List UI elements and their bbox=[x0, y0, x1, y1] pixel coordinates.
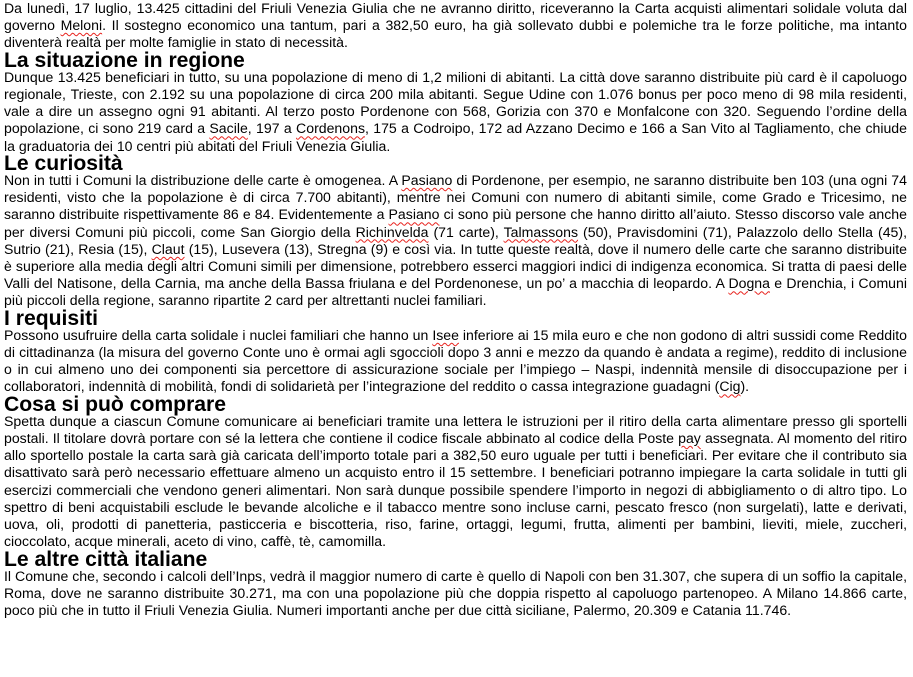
section-heading-requisiti: I requisiti bbox=[4, 306, 98, 330]
spellcheck-flagged-word: pay bbox=[678, 430, 701, 447]
spellcheck-flagged-word: Dogna bbox=[728, 275, 770, 292]
spellcheck-flagged-word: Cordenons bbox=[296, 120, 365, 137]
spellcheck-flagged-word: Cig bbox=[719, 378, 741, 395]
spellcheck-flagged-word: Sacile bbox=[209, 120, 248, 137]
section-heading-cosa-comprare: Cosa si può comprare bbox=[4, 392, 227, 416]
section-body-altre-citta: Il Comune che, secondo i calcoli dell’Inps, vedrà il maggior numero di carte è quello di Napoli con ben 31.307, che supera di un soffio la capitale, Roma, dove ne saranno distribuite 30.271, ma con una popolazione più che doppia rispetto al capoluogo partenopeo. A Milano 14.866 carte, poco più che in tutto il Friuli Venezia Giulia. Numeri importanti anche per due città siciliane, Palermo, 20.309 e Catania 11.746. bbox=[4, 567, 907, 619]
section-heading-situazione: La situazione in regione bbox=[4, 48, 245, 72]
intro-paragraph: Da lunedì, 17 luglio, 13.425 cittadini del Friuli Venezia Giulia che ne avranno diritto, riceveranno la Carta acquisti alimentari solidale voluta dal governo Meloni. Il sostegno economico una tantum, pari a 382,50 euro, ha già sollevato dubbi e polemiche tra le forze politiche, ma intanto diventerà realtà per molte famiglie in stato di necessità. bbox=[4, 0, 907, 51]
spellcheck-flagged-word: Claut bbox=[151, 240, 185, 257]
section-body-situazione: Dunque 13.425 beneficiari in tutto, su una popolazione di meno di 1,2 milioni di abitanti. La città dove saranno distribuite più card è il capoluogo regionale, Trieste, con 2.192 su una popolazione di circa 200 mila abitanti. Segue Udine con 1.076 bonus per poco meno di 98 mila residenti, vale a dire un assegno ogni 91 abitanti. Al terzo posto Pordenone con 568, Gorizia con 370 e Monfalcone con 320. Seguendo l’ordine della popolazione, ci sono 219 card a Sacile, 197 a Cordenons, 175 a Codroipo, 172 ad Azzano Decimo e 166 a San Vito al Tagliamento, che chiude la graduatoria dei 10 centri più abitati del Friuli Venezia Giulia. bbox=[4, 68, 907, 154]
section-body-curiosita: Non in tutti i Comuni la distribuzione delle carte è omogenea. A Pasiano di Pordenone, per esempio, ne saranno distribuite ben 103 (una ogni 74 residenti, visto che la popolazione è di circa 7.700 abitanti), mentre nei Comuni con numero di abitanti simile, come Grado e Tricesimo, ne saranno distribuite rispettivamente 86 e 84. Evidentemente a Pasiano ci sono più persone che hanno diritto all’aiuto. Stesso discorso vale anche per diversi Comuni più piccoli, come San Giorgio della Richinvelda (71 carte), Talmassons (50), Pravisdomini (71), Palazzolo dello Stella (45), Sutrio (21), Resia (15), Claut (15), Lusevera (13), Stregna (9) e così via. In tutte queste realtà, dove il numero delle carte che saranno distribuite è superiore alla media degli altri Comuni simili per dimensione, potrebbero esserci maggiori indici di indigenza economica. Si tratta di paesi delle Valli del Natisone, della Carnia, ma anche della Bassa friulana e del Pordenonese, un po’ a macchia di leopardo. A Dogna e Drenchia, i Comuni più piccoli della regione, saranno ripartite 2 card per altrettanti nuclei familiari. bbox=[4, 172, 907, 309]
section-body-requisiti: Possono usufruire della carta solidale i nuclei familiari che hanno un Isee inferiore ai 15 mila euro e che non godono di altri sussidi come Reddito di cittadinanza (la misura del governo Conte uno è ormai agli sgoccioli dopo 3 anni e mezzo da quando è andata a regime), reddito di inclusione o in cui almeno uno dei componenti sia percettore di assicurazione sociale per l’impiego – Naspi, indennità mensile di disoccupazione per i collaboratori, indennità di mobilità, fondi di solidarietà per l’integrazione del reddito o cassa integrazione guadagni (Cig). bbox=[4, 326, 907, 395]
document-page bbox=[4, 0, 907, 619]
spellcheck-flagged-word: Talmassons bbox=[503, 223, 579, 240]
spellcheck-flagged-word: Meloni bbox=[60, 17, 103, 34]
section-heading-curiosita: Le curiosità bbox=[4, 151, 123, 175]
spellcheck-flagged-word: Pasiano bbox=[401, 172, 453, 189]
spellcheck-flagged-word: Pasiano bbox=[388, 206, 440, 223]
section-heading-altre-citta: Le altre città italiane bbox=[4, 547, 208, 571]
spellcheck-flagged-word: Isee bbox=[432, 326, 459, 343]
section-body-cosa-comprare: Spetta dunque a ciascun Comune comunicare ai beneficiari tramite una lettera le istruzioni per il ritiro della carta alimentare presso gli sportelli postali. Il titolare dovrà portare con sé la lettera che contiene il codice fiscale abbinato al codice della Poste pay assegnata. Al momento del ritiro allo sportello postale la carta sarà già caricata dell’importo totale pari a 382,50 euro uguale per tutti i beneficiari. Per evitare che il contributo sia disattivato sarà però necessario effettuare almeno un acquisto entro il 15 settembre. I beneficiari potranno impiegare la carta solidale in tutti gli esercizi commerciali che vendono generi alimentari. Non sarà dunque possibile spendere l’importo in negozi di abbigliamento o di altro tipo. Lo spettro di beni acquistabili esclude le bevande alcoliche e il tabacco mentre sono incluse carni, pescato fresco (non surgelati), latte e derivati, uova, oli, prodotti di panetteria, pasticceria e biscotteria, riso, farine, ortaggi, legumi, frutta, alimenti per bambini, lieviti, miele, zuccheri, cioccolato, acque minerali, aceto di vino, caffè, tè, camomilla. bbox=[4, 412, 908, 550]
spellcheck-flagged-word: Richinvelda bbox=[355, 223, 429, 240]
